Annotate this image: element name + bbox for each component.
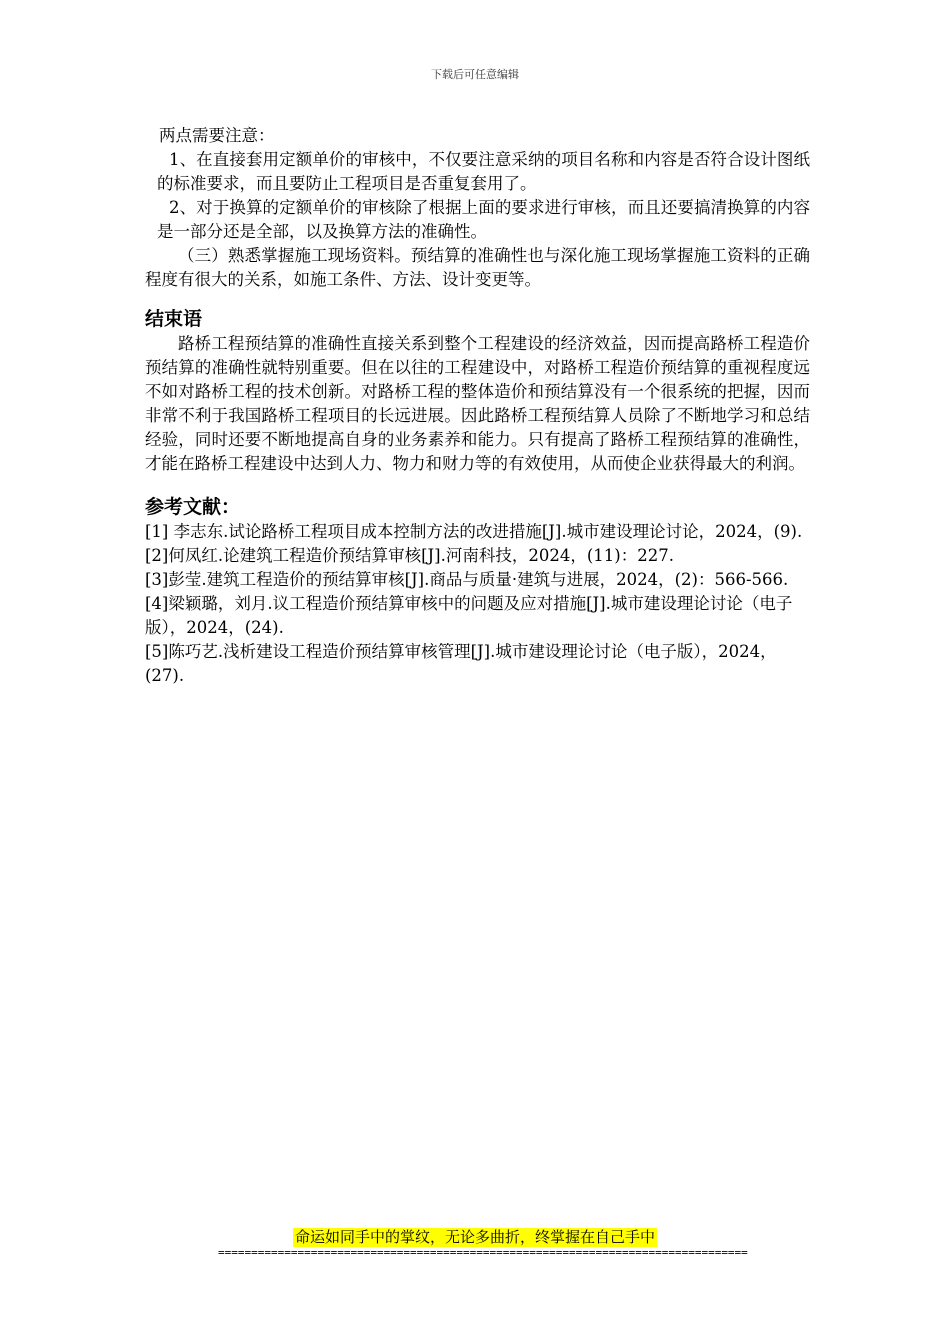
reference-item-4: [4]梁颖璐，刘月.议工程造价预结算审核中的问题及应对措施[J].城市建设理论讨论（电子版），2024，(24). [145, 594, 793, 637]
footer-motto: 命运如同手中的掌纹，无论多曲折，终掌握在自己手中 [294, 1228, 655, 1246]
document-body [145, 124, 810, 688]
references-heading: 参考文献： [145, 496, 241, 518]
conclusion-heading: 结束语 [145, 308, 203, 330]
note-item-2: 2、对于换算的定额单价的审核除了根据上面的要求进行审核，而且还要搞清换算的内容是一部分还是全部，以及换算方法的准确性。 [157, 198, 810, 241]
reference-item-5: [5]陈巧艺.浅析建设工程造价预结算审核管理[J].城市建设理论讨论（电子版），2024，(27). [145, 642, 777, 685]
footer-rule: ================================================================================ [218, 1246, 748, 1259]
note-item-3: （三）熟悉掌握施工现场资料。预结算的准确性也与深化施工现场掌握施工资料的正确程度有很大的关系，如施工条件、方法、设计变更等。 [145, 246, 810, 289]
intro-paragraph: 两点需要注意： [159, 126, 275, 145]
conclusion-paragraph: 路桥工程预结算的准确性直接关系到整个工程建设的经济效益，因而提高路桥工程造价预结算的准确性就特别重要。但在以往的工程建设中，对路桥工程造价预结算的重视程度远不如对路桥工程的技术创新。对路桥工程的整体造价和预结算没有一个很系统的把握，因而非常不利于我国路桥工程项目的长远进展。因此路桥工程预结算人员除了不断地学习和总结经验，同时还要不断地提高自身的业务素养和能力。只有提高了路桥工程预结算的准确性，才能在路桥工程建设中达到人力、物力和财力等的有效使用，从而使企业获得最大的利润。 [145, 334, 810, 473]
reference-item-2: [2]何凤红.论建筑工程造价预结算审核[J].河南科技，2024，(11)：227. [145, 546, 674, 565]
reference-item-1: [1] 李志东.试论路桥工程项目成本控制方法的改进措施[J].城市建设理论讨论，2024，(9). [145, 522, 803, 541]
references-section [145, 494, 810, 688]
note-item-1: 1、在直接套用定额单价的审核中，不仅要注意采纳的项目名称和内容是否符合设计图纸的标准要求，而且要防止工程项目是否重复套用了。 [157, 150, 810, 193]
page-header-note: 下载后可任意编辑 [431, 68, 519, 81]
reference-item-3: [3]彭莹.建筑工程造价的预结算审核[J].商品与质量·建筑与进展，2024，(2)：566-566. [145, 570, 789, 589]
page-footer [0, 1227, 950, 1247]
